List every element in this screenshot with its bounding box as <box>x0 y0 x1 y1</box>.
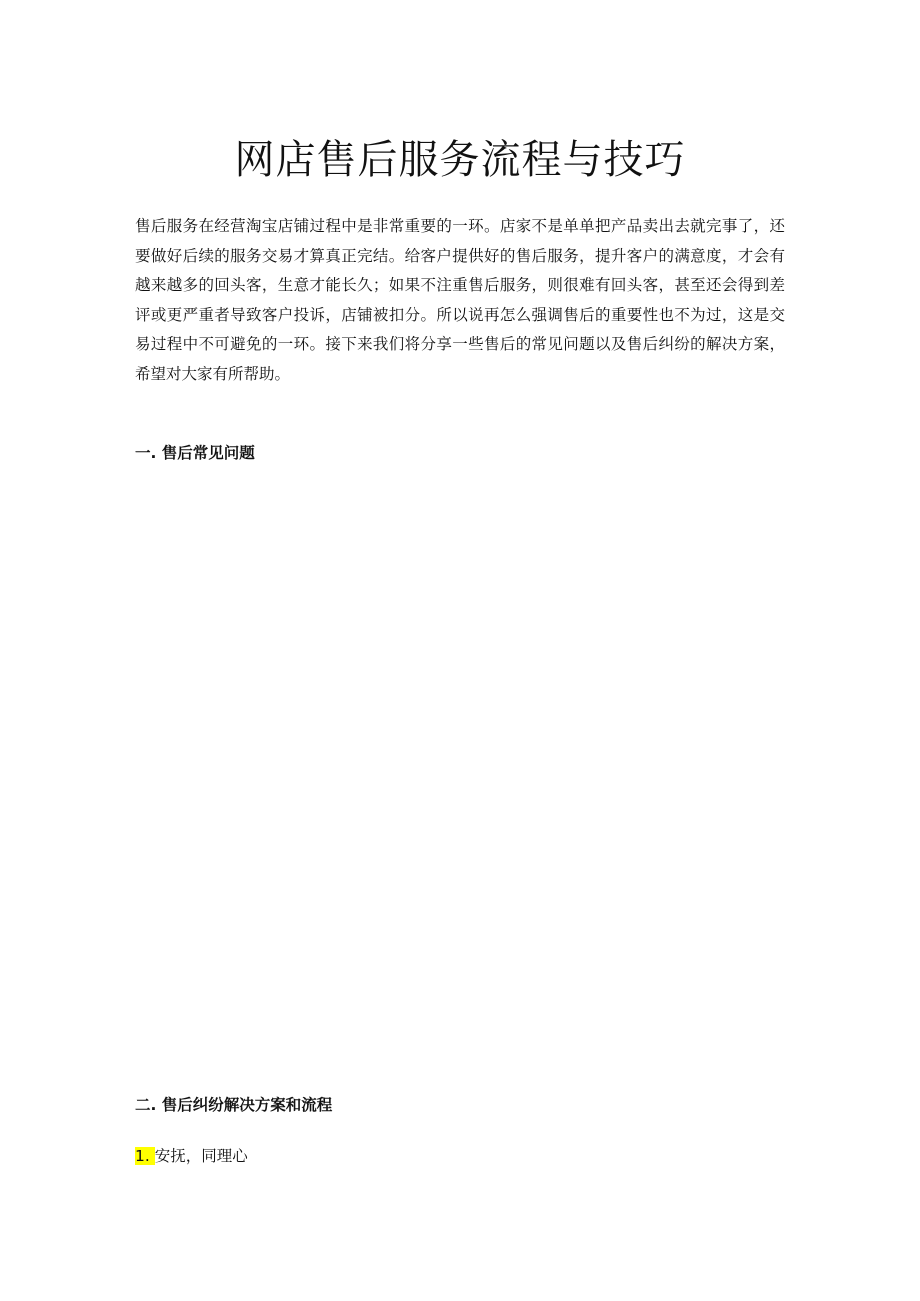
intro-paragraph: 售后服务在经营淘宝店铺过程中是非常重要的一环。店家不是单单把产品卖出去就完事了，还要做好后续的服务交易才算真正完结。给客户提供好的售后服务，提升客户的满意度，才会有越来越多的回头客，生意才能长久；如果不注重售后服务，则很难有回头客，甚至还会得到差评或更严重者导致客户投诉，店铺被扣分。所以说再怎么强调售后的重要性也不为过，这是交易过程中不可避免的一环。接下来我们将分享一些售后的常见问题以及售后纠纷的解决方案，希望对大家有所帮助。 <box>135 217 785 383</box>
section-heading-dispute-solutions: 二. 售后纠纷解决方案和流程 <box>135 1096 333 1114</box>
document-title: 网店售后服务流程与技巧 <box>234 137 686 183</box>
step-text: 安抚，同理心 <box>154 1147 248 1165</box>
section-heading-common-issues: 一. 售后常见问题 <box>135 444 255 462</box>
step-item-1 <box>135 1144 248 1166</box>
step-number-highlight: 1. <box>135 1147 155 1165</box>
